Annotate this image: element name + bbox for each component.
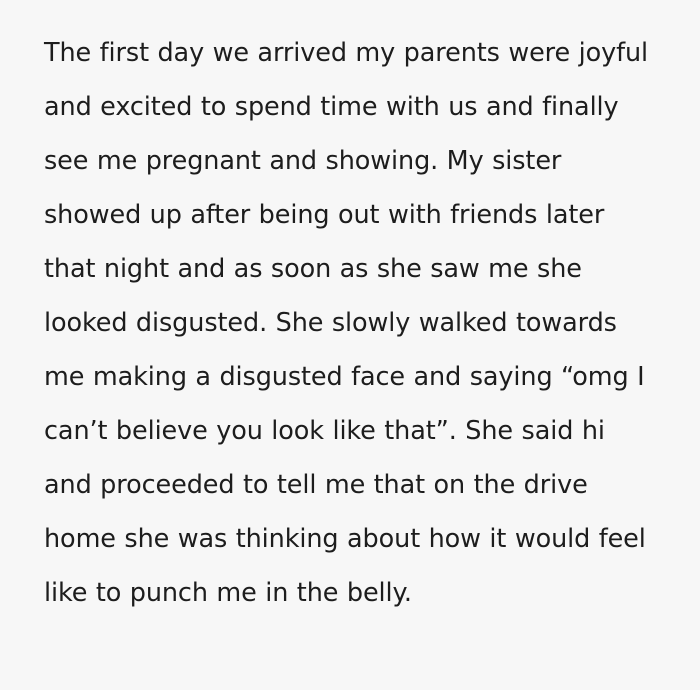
story-body-text: The first day we arrived my parents were joyful and excited to spend time with us and finally see me pregnant and showing. My sister showed up after being out with friends later that night and as soon as she saw me she looked disgusted. She slowly walked towards me making a disgusted face and saying “omg I can’t believe you look like that”. She said hi and proceeded to tell me that on the drive home she was thinking about how it would feel like to punch me in the belly. [44, 38, 657, 608]
